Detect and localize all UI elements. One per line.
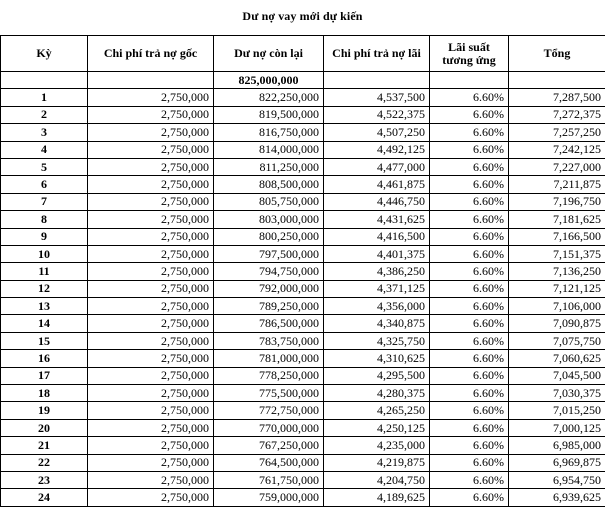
cell-lai: 4,492,125 (324, 141, 430, 158)
cell-lai: 4,280,375 (324, 385, 430, 402)
cell-con-lai: 800,250,000 (214, 228, 324, 245)
cell-con-lai: 789,250,000 (214, 298, 324, 315)
cell-con-lai: 786,500,000 (214, 315, 324, 332)
cell-rate: 6.60% (430, 454, 509, 471)
cell-rate: 6.60% (430, 385, 509, 402)
cell-goc: 2,750,000 (88, 402, 214, 419)
table-row (1, 315, 605, 332)
header-goc: Chi phí trả nợ gốc (88, 36, 214, 72)
cell-lai: 4,235,000 (324, 437, 430, 454)
cell-goc: 2,750,000 (88, 298, 214, 315)
table-row (1, 263, 605, 280)
cell-tong: 7,030,375 (509, 385, 605, 402)
cell-con-lai: 772,750,000 (214, 402, 324, 419)
table-row (1, 280, 605, 297)
cell-empty (1, 72, 88, 89)
cell-rate: 6.60% (430, 158, 509, 175)
cell-lai: 4,310,625 (324, 350, 430, 367)
cell-goc: 2,750,000 (88, 124, 214, 141)
header-con-lai: Dư nợ còn lại (214, 36, 324, 72)
cell-ky: 11 (1, 263, 88, 280)
cell-goc: 2,750,000 (88, 350, 214, 367)
cell-empty (509, 72, 605, 89)
cell-rate: 6.60% (430, 106, 509, 123)
cell-empty (88, 72, 214, 89)
cell-tong: 7,000,125 (509, 419, 605, 436)
initial-balance: 825,000,000 (214, 72, 324, 89)
cell-tong: 7,075,750 (509, 332, 605, 349)
cell-rate: 6.60% (430, 263, 509, 280)
table-row (1, 106, 605, 123)
cell-tong: 6,954,750 (509, 471, 605, 488)
cell-lai: 4,416,500 (324, 228, 430, 245)
cell-tong: 7,151,375 (509, 245, 605, 262)
cell-lai: 4,522,375 (324, 106, 430, 123)
cell-tong: 7,242,125 (509, 141, 605, 158)
cell-con-lai: 814,000,000 (214, 141, 324, 158)
cell-tong: 7,015,250 (509, 402, 605, 419)
cell-ky: 14 (1, 315, 88, 332)
cell-rate: 6.60% (430, 471, 509, 488)
cell-con-lai: 764,500,000 (214, 454, 324, 471)
cell-lai: 4,219,875 (324, 454, 430, 471)
cell-con-lai: 775,500,000 (214, 385, 324, 402)
table-row (1, 350, 605, 367)
cell-lai: 4,204,750 (324, 471, 430, 488)
cell-tong: 7,060,625 (509, 350, 605, 367)
table-row (1, 419, 605, 436)
cell-rate: 6.60% (430, 419, 509, 436)
table-row (1, 89, 605, 106)
header-ky: Kỳ (1, 36, 88, 72)
cell-lai: 4,371,125 (324, 280, 430, 297)
table-row (1, 437, 605, 454)
header-lai: Chi phí trả nợ lãi (324, 36, 430, 72)
cell-tong: 7,045,500 (509, 367, 605, 384)
table-row (1, 158, 605, 175)
cell-ky: 6 (1, 176, 88, 193)
cell-con-lai: 761,750,000 (214, 471, 324, 488)
cell-tong: 6,969,875 (509, 454, 605, 471)
table-row (1, 141, 605, 158)
cell-ky: 24 (1, 489, 88, 506)
cell-goc: 2,750,000 (88, 280, 214, 297)
cell-tong: 7,211,875 (509, 176, 605, 193)
cell-goc: 2,750,000 (88, 315, 214, 332)
cell-goc: 2,750,000 (88, 158, 214, 175)
cell-goc: 2,750,000 (88, 367, 214, 384)
cell-ky: 15 (1, 332, 88, 349)
cell-lai: 4,401,375 (324, 245, 430, 262)
header-lai-suat: Lãi suất tương ứng (430, 36, 509, 72)
cell-lai: 4,295,500 (324, 367, 430, 384)
cell-lai: 4,189,625 (324, 489, 430, 506)
cell-ky: 2 (1, 106, 88, 123)
cell-goc: 2,750,000 (88, 193, 214, 210)
initial-balance-row (1, 72, 605, 89)
cell-rate: 6.60% (430, 245, 509, 262)
cell-tong: 6,985,000 (509, 437, 605, 454)
cell-ky: 19 (1, 402, 88, 419)
cell-goc: 2,750,000 (88, 228, 214, 245)
cell-goc: 2,750,000 (88, 385, 214, 402)
cell-rate: 6.60% (430, 367, 509, 384)
cell-tong: 7,106,000 (509, 298, 605, 315)
table-row (1, 228, 605, 245)
cell-lai: 4,431,625 (324, 211, 430, 228)
cell-goc: 2,750,000 (88, 211, 214, 228)
cell-rate: 6.60% (430, 193, 509, 210)
cell-con-lai: 781,000,000 (214, 350, 324, 367)
cell-ky: 16 (1, 350, 88, 367)
cell-rate: 6.60% (430, 402, 509, 419)
cell-goc: 2,750,000 (88, 176, 214, 193)
cell-ky: 17 (1, 367, 88, 384)
cell-rate: 6.60% (430, 315, 509, 332)
cell-lai: 4,356,000 (324, 298, 430, 315)
cell-lai: 4,477,000 (324, 158, 430, 175)
cell-ky: 8 (1, 211, 88, 228)
cell-goc: 2,750,000 (88, 332, 214, 349)
cell-con-lai: 819,500,000 (214, 106, 324, 123)
cell-ky: 3 (1, 124, 88, 141)
cell-goc: 2,750,000 (88, 454, 214, 471)
cell-con-lai: 805,750,000 (214, 193, 324, 210)
cell-rate: 6.60% (430, 350, 509, 367)
cell-goc: 2,750,000 (88, 437, 214, 454)
cell-lai: 4,446,750 (324, 193, 430, 210)
cell-con-lai: 794,750,000 (214, 263, 324, 280)
table-row (1, 402, 605, 419)
cell-ky: 18 (1, 385, 88, 402)
cell-rate: 6.60% (430, 228, 509, 245)
table-row (1, 245, 605, 262)
cell-rate: 6.60% (430, 124, 509, 141)
table-row (1, 193, 605, 210)
cell-con-lai: 811,250,000 (214, 158, 324, 175)
table-row (1, 176, 605, 193)
cell-tong: 7,166,500 (509, 228, 605, 245)
cell-tong: 7,287,500 (509, 89, 605, 106)
cell-ky: 12 (1, 280, 88, 297)
cell-rate: 6.60% (430, 176, 509, 193)
cell-lai: 4,537,500 (324, 89, 430, 106)
cell-goc: 2,750,000 (88, 141, 214, 158)
cell-lai: 4,507,250 (324, 124, 430, 141)
cell-lai: 4,386,250 (324, 263, 430, 280)
cell-con-lai: 759,000,000 (214, 489, 324, 506)
cell-ky: 13 (1, 298, 88, 315)
cell-con-lai: 797,500,000 (214, 245, 324, 262)
cell-tong: 7,136,250 (509, 263, 605, 280)
cell-con-lai: 767,250,000 (214, 437, 324, 454)
cell-goc: 2,750,000 (88, 245, 214, 262)
cell-ky: 10 (1, 245, 88, 262)
cell-con-lai: 822,250,000 (214, 89, 324, 106)
table-row (1, 211, 605, 228)
cell-rate: 6.60% (430, 89, 509, 106)
table-row (1, 332, 605, 349)
cell-lai: 4,461,875 (324, 176, 430, 193)
cell-empty (430, 72, 509, 89)
cell-rate: 6.60% (430, 332, 509, 349)
cell-goc: 2,750,000 (88, 489, 214, 506)
page-title: Dư nợ vay mới dự kiến (0, 9, 605, 24)
table-row (1, 298, 605, 315)
table-row (1, 385, 605, 402)
cell-ky: 20 (1, 419, 88, 436)
loan-schedule-table (0, 35, 605, 507)
cell-tong: 6,939,625 (509, 489, 605, 506)
cell-ky: 23 (1, 471, 88, 488)
cell-tong: 7,257,250 (509, 124, 605, 141)
cell-ky: 21 (1, 437, 88, 454)
cell-lai: 4,250,125 (324, 419, 430, 436)
cell-ky: 9 (1, 228, 88, 245)
table-row (1, 367, 605, 384)
cell-ky: 22 (1, 454, 88, 471)
table-row (1, 124, 605, 141)
cell-goc: 2,750,000 (88, 106, 214, 123)
cell-tong: 7,272,375 (509, 106, 605, 123)
cell-con-lai: 778,250,000 (214, 367, 324, 384)
cell-rate: 6.60% (430, 298, 509, 315)
cell-goc: 2,750,000 (88, 89, 214, 106)
cell-goc: 2,750,000 (88, 419, 214, 436)
cell-goc: 2,750,000 (88, 263, 214, 280)
cell-rate: 6.60% (430, 489, 509, 506)
cell-con-lai: 816,750,000 (214, 124, 324, 141)
cell-tong: 7,181,625 (509, 211, 605, 228)
cell-empty (324, 72, 430, 89)
cell-ky: 5 (1, 158, 88, 175)
cell-con-lai: 792,000,000 (214, 280, 324, 297)
cell-lai: 4,265,250 (324, 402, 430, 419)
cell-lai: 4,340,875 (324, 315, 430, 332)
cell-ky: 7 (1, 193, 88, 210)
cell-tong: 7,090,875 (509, 315, 605, 332)
cell-ky: 1 (1, 89, 88, 106)
cell-ky: 4 (1, 141, 88, 158)
cell-con-lai: 803,000,000 (214, 211, 324, 228)
cell-con-lai: 783,750,000 (214, 332, 324, 349)
cell-tong: 7,196,750 (509, 193, 605, 210)
cell-con-lai: 808,500,000 (214, 176, 324, 193)
cell-con-lai: 770,000,000 (214, 419, 324, 436)
table-row (1, 471, 605, 488)
cell-rate: 6.60% (430, 211, 509, 228)
cell-rate: 6.60% (430, 437, 509, 454)
header-row (1, 36, 605, 72)
table-row (1, 454, 605, 471)
cell-rate: 6.60% (430, 280, 509, 297)
cell-tong: 7,121,125 (509, 280, 605, 297)
cell-lai: 4,325,750 (324, 332, 430, 349)
cell-goc: 2,750,000 (88, 471, 214, 488)
cell-rate: 6.60% (430, 141, 509, 158)
header-tong: Tổng (509, 36, 605, 72)
cell-tong: 7,227,000 (509, 158, 605, 175)
